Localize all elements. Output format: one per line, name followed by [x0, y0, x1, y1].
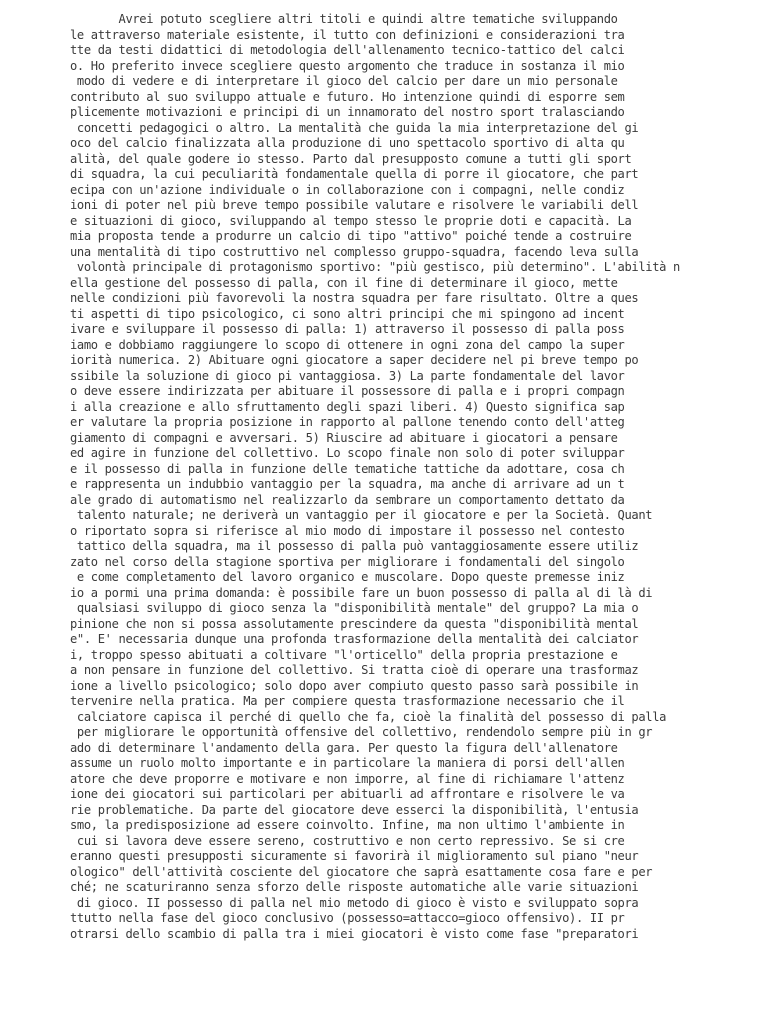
text-line: ione dei giocatori sui particolari per abituarli ad affrontare e risolvere le va — [70, 787, 625, 801]
text-line: ioni di poter nel più breve tempo possibile valutare e risolvere le variabili dell — [70, 198, 639, 212]
text-line: rie problematiche. Da parte del giocatore deve esserci la disponibilità, l'entusia — [70, 802, 639, 817]
text-line: o deve essere indirizzata per abituare il possessore di palla e i propri compagn — [70, 384, 625, 398]
text-line: assume un ruolo molto importante e in particolare la maniera di porsi dell'allen — [70, 756, 625, 770]
text-line: per migliorare le opportunità offensive del collettivo, rendendolo sempre più in gr — [70, 725, 653, 739]
text-line: tte da testi didattici di metodologia dell'allenamento tecnico-tattico del calci — [70, 43, 625, 57]
text-line: nelle condizioni più favorevoli la nostra squadra per fare risultato. Oltre a ques — [70, 291, 639, 305]
text-line: pinione che non si possa assolutamente prescindere da questa "disponibilità mental — [70, 616, 639, 631]
text-line: e". E' necessaria dunque una profonda trasformazione della mentalità dei calciator — [70, 632, 639, 646]
text-line: tattico della squadra, ma il possesso di palla può vantaggiosamente essere utiliz — [70, 539, 639, 553]
text-line: oco del calcio finalizzata alla produzione di uno spettacolo sportivo di alta qu — [70, 136, 625, 150]
text-line: ivare e sviluppare il possesso di palla: 1) attraverso il possesso di palla poss — [70, 322, 625, 336]
text-line: io a pormi una prima domanda: è possibile fare un buon possesso di palla al di là di — [70, 585, 653, 600]
text-line: ti aspetti di tipo psicologico, ci sono altri principi che mi spingono ad incent — [70, 306, 625, 321]
text-line: ché; ne scaturiranno senza sforzo delle risposte automatiche alle varie situazioni — [70, 880, 639, 894]
text-line: atore che deve proporre e motivare e non imporre, al fine di richiamare l'attenz — [70, 771, 625, 786]
text-line: giamento di compagni e avversari. 5) Riuscire ad abituare i giocatori a pensare — [70, 430, 618, 445]
text-line: contributo al suo sviluppo attuale e futuro. Ho intenzione quindi di esporre sem — [70, 89, 625, 104]
text-line: ado di determinare l'andamento della gara. Per questo la figura dell'allenatore — [70, 740, 618, 755]
text-line: alità, del quale godere io stesso. Parto dal presupposto comune a tutti gli sport — [70, 151, 632, 166]
text-line: tervenire nella pratica. Ma per compiere questa trasformazione necessario che il — [70, 694, 625, 708]
text-line: zato nel corso della stagione sportiva per migliorare i fondamentali del singolo — [70, 554, 625, 569]
text-line: otrarsi dello scambio di palla tra i miei giocatori è visto come fase "preparatori — [70, 926, 639, 941]
text-line: di gioco. II possesso di palla nel mio metodo di gioco è visto e sviluppato sopra — [70, 895, 639, 910]
text-line: e situazioni di gioco, sviluppando al tempo stesso le proprie doti e capacità. La — [70, 213, 632, 228]
text-line: smo, la predisposizione ad essere coinvolto. Infine, ma non ultimo l'ambiente in — [70, 818, 625, 832]
text-line: volontà principale di protagonismo sportivo: "più gestisco, più determino". L'abilità n — [70, 260, 680, 274]
text-line: modo di vedere e di interpretare il gioco del calcio per dare un mio personale — [70, 74, 618, 88]
text-line: i alla creazione e allo sfruttamento degli spazi liberi. 4) Questo significa sap — [70, 399, 625, 414]
text-line: o riportato sopra si riferisce al mio modo di impostare il possesso nel contesto — [70, 523, 625, 538]
text-line: ssibile la soluzione di gioco pi vantaggiosa. 3) La parte fondamentale del lavor — [70, 368, 625, 383]
text-line: ttutto nella fase del gioco conclusivo (possesso=attacco=gioco offensivo). II pr — [70, 911, 625, 925]
text-line: le attraverso materiale esistente, il tutto con definizioni e considerazioni tra — [70, 27, 625, 42]
text-line: di squadra, la cui peculiarità fondamentale quella di porre il giocatore, che part — [70, 167, 639, 181]
text-line: ologico" dell'attività cosciente del giocatore che saprà esattamente cosa fare e per — [70, 864, 653, 879]
text-line: Avrei potuto scegliere altri titoli e quindi altre tematiche sviluppando — [70, 12, 618, 26]
text-line: e rappresenta un indubbio vantaggio per la squadra, ma anche di arrivare ad un t — [70, 477, 625, 491]
text-line: e il possesso di palla in funzione delle tematiche tattiche da adottare, cosa ch — [70, 461, 625, 476]
text-line: concetti pedagogici o altro. La mentalità che guida la mia interpretazione del gi — [70, 120, 639, 135]
text-line: qualsiasi sviluppo di gioco senza la "disponibilità mentale" del gruppo? La mia o — [70, 601, 639, 615]
text-line: calciatore capisca il perché di quello che fa, cioè la finalità del possesso di palla — [70, 709, 667, 724]
text-line: e come completamento del lavoro organico e muscolare. Dopo queste premesse iniz — [70, 570, 625, 584]
text-line: ecipa con un'azione individuale o in collaborazione con i compagni, nelle condiz — [70, 182, 625, 197]
text-line: o. Ho preferito invece scegliere questo argomento che traduce in sostanza il mio — [70, 58, 625, 73]
text-line: ella gestione del possesso di palla, con il fine di determinare il gioco, mette — [70, 275, 618, 290]
text-line: mia proposta tende a produrre un calcio di tipo "attivo" poiché tende a costruire — [70, 229, 632, 243]
text-line: iamo e dobbiamo raggiungere lo scopo di ottenere in ogni zona del campo la super — [70, 337, 625, 352]
text-line: una mentalità di tipo costruttivo nel complesso gruppo-squadra, facendo leva sulla — [70, 244, 639, 259]
text-line: ale grado di automatismo nel realizzarlo da sembrare un comportamento dettato da — [70, 492, 625, 507]
text-line: er valutare la propria posizione in rapporto al pallone tenendo conto dell'atteg — [70, 415, 625, 429]
text-line: a non pensare in funzione del collettivo. Si tratta cioè di operare una trasformaz — [70, 663, 639, 677]
text-line: ione a livello psicologico; solo dopo aver compiuto questo passo sarà possibile in — [70, 678, 639, 693]
text-line: cui si lavora deve essere sereno, costruttivo e non certo repressivo. Se si cre — [70, 833, 625, 848]
text-line: talento naturale; ne deriverà un vantaggio per il giocatore e per la Società. Quant — [70, 508, 653, 522]
text-line: eranno questi presupposti sicuramente si favorirà il miglioramento sul piano "neur — [70, 849, 639, 863]
text-line: ed agire in funzione del collettivo. Lo scopo finale non solo di poter sviluppar — [70, 446, 625, 460]
text-line: i, troppo spesso abituati a coltivare "l'orticello" della propria prestazione e — [70, 647, 618, 662]
text-line: plicemente motivazioni e principi di un innamorato del nostro sport tralasciando — [70, 105, 625, 119]
text-line: iorità numerica. 2) Abituare ogni giocatore a saper decidere nel pi breve tempo po — [70, 353, 639, 367]
body-text — [70, 12, 760, 942]
